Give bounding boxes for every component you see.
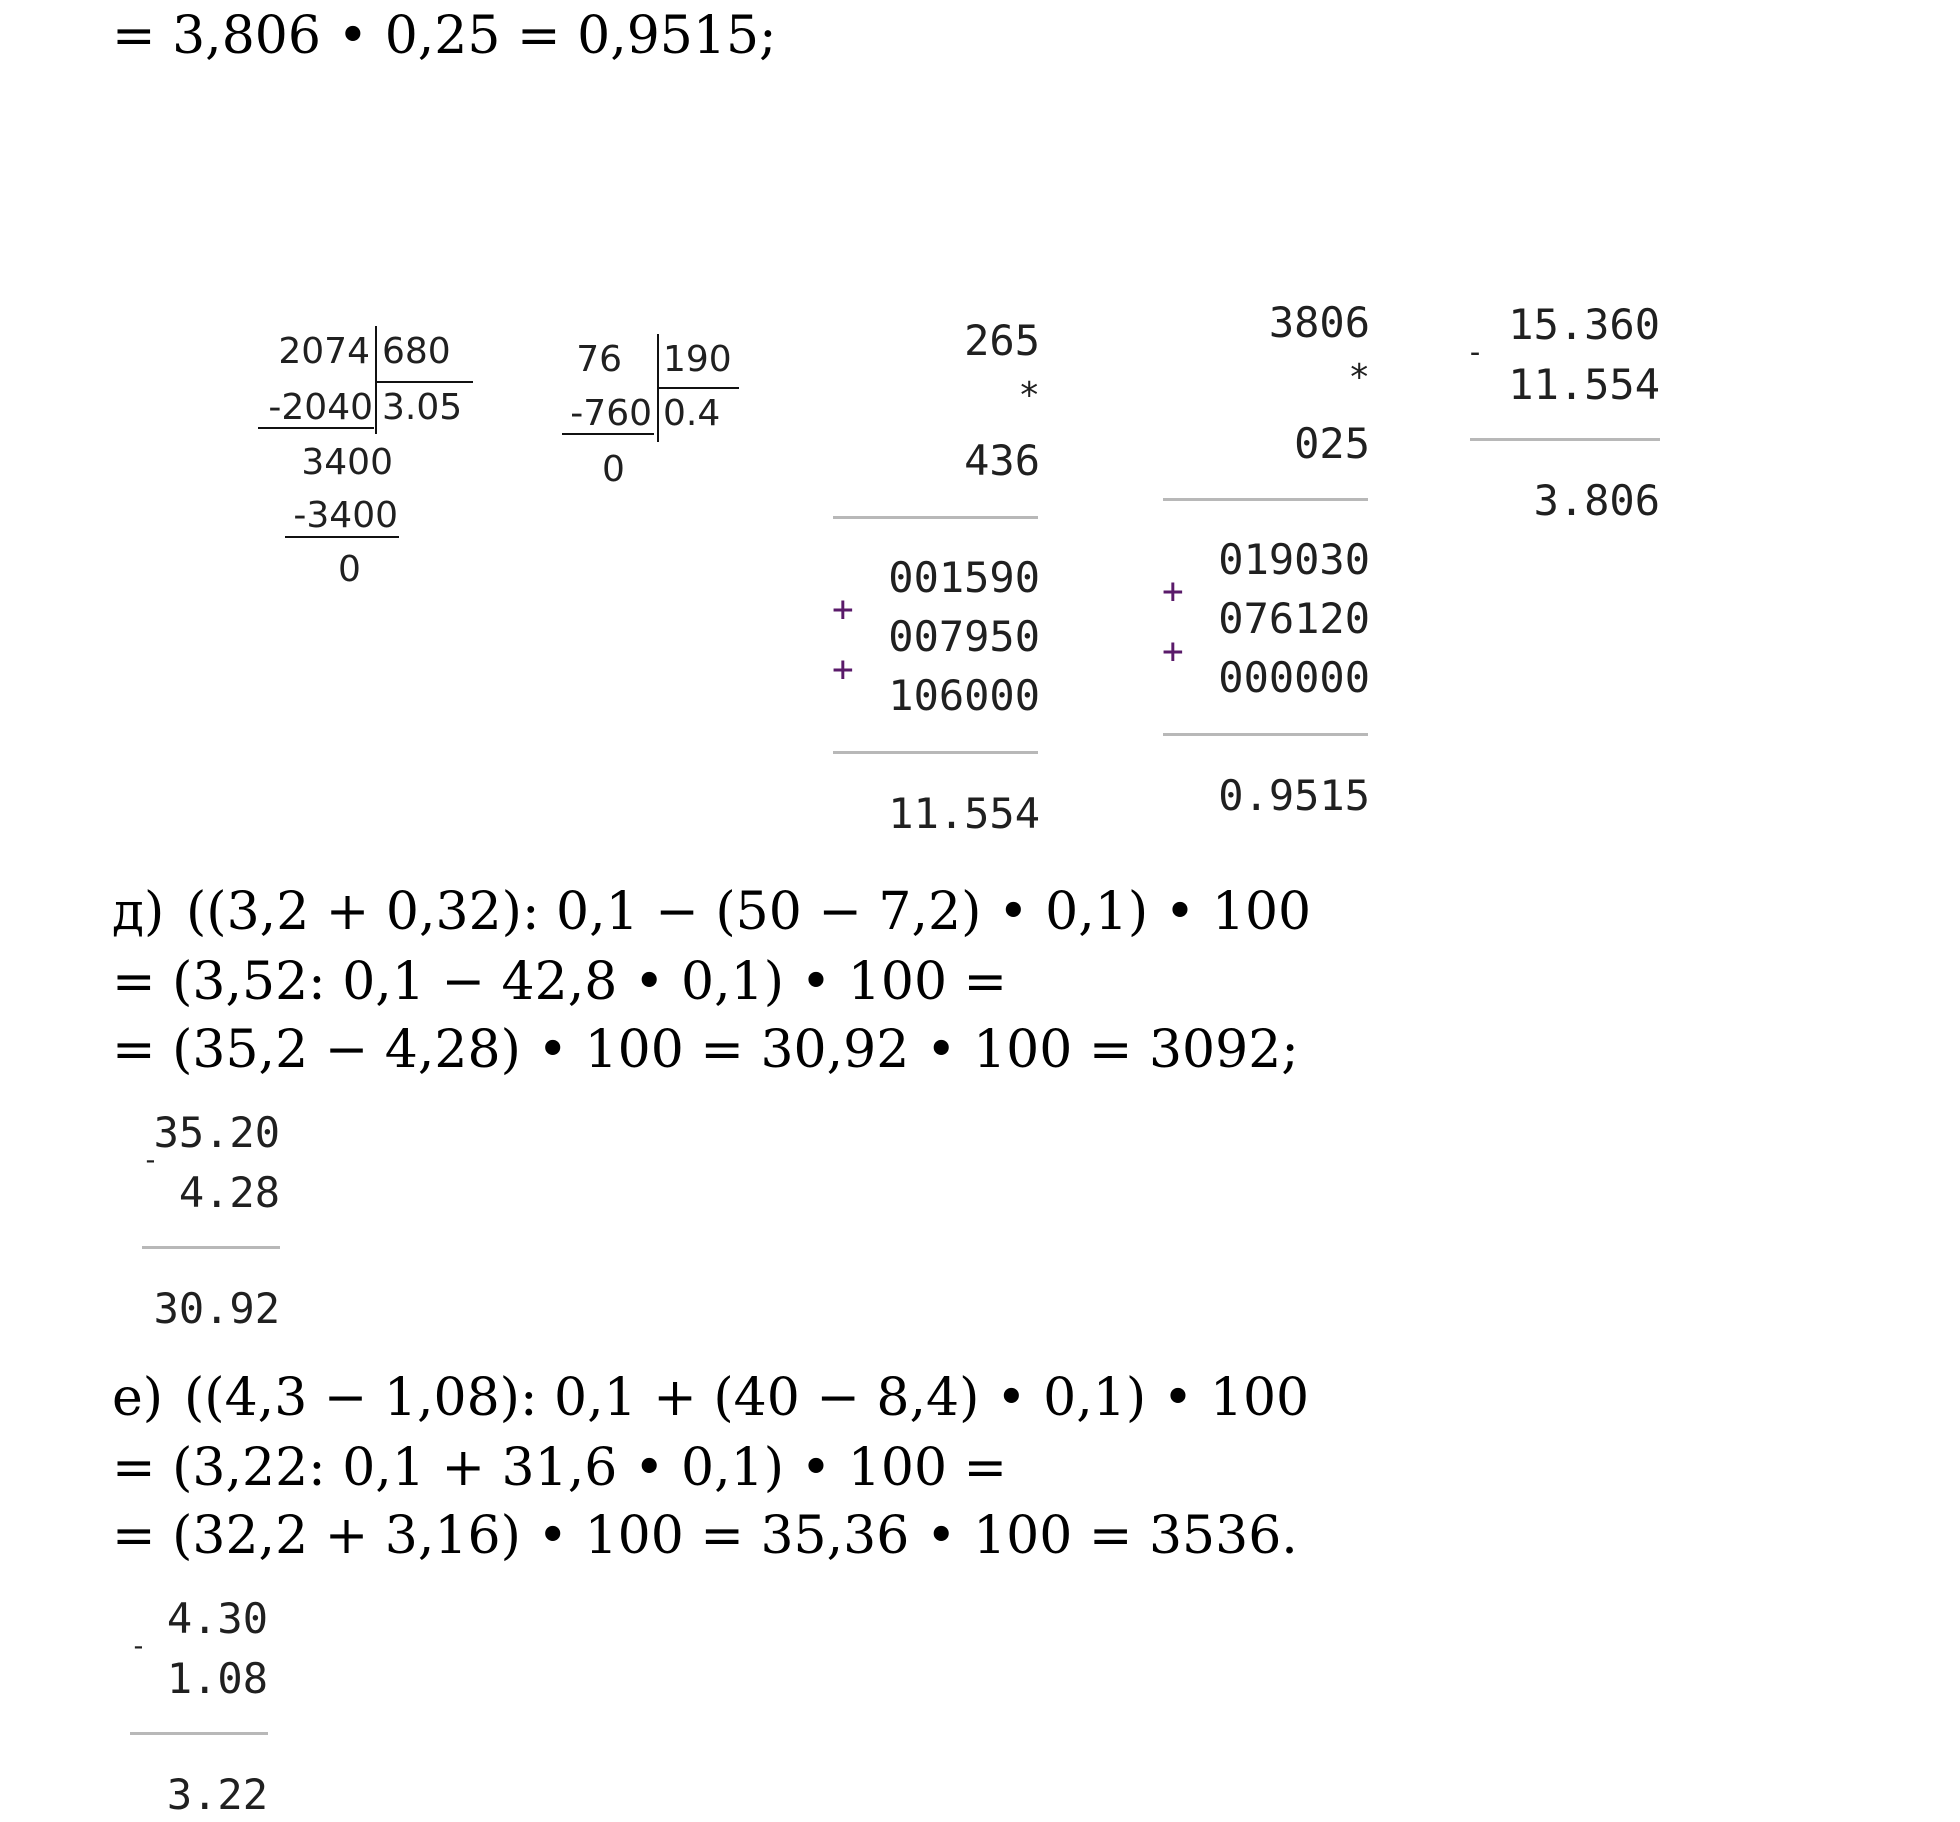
quotient-value: 0.4	[663, 393, 721, 434]
part-e-label: е)	[112, 1368, 164, 1428]
part-d-line-2: = (3,52: 0,1 − 42,8 • 0,1) • 100 =	[112, 952, 1008, 1012]
part-e-line-2: = (3,22: 0,1 + 31,6 • 0,1) • 100 =	[112, 1438, 1008, 1498]
product: 11.554	[888, 789, 1040, 838]
top-equation-line: = 3,806 • 0,25 = 0,9515;	[112, 6, 777, 66]
rule	[1163, 498, 1368, 501]
remainder-1: 3400	[301, 442, 393, 483]
rule	[833, 751, 1038, 754]
divisor-underline	[657, 387, 739, 389]
rule	[130, 1732, 268, 1735]
minus-sign: -	[1466, 335, 1485, 370]
subtrahend-1-underline	[258, 427, 374, 429]
divisor: 190	[663, 339, 732, 380]
subtrahend: 11.554	[1508, 360, 1660, 409]
minus-sign: -	[142, 1143, 159, 1176]
difference: 30.92	[153, 1284, 280, 1333]
subtrahend-1-underline	[562, 433, 654, 435]
partial-2: 007950	[888, 612, 1040, 661]
multiply-sign: *	[1018, 375, 1040, 416]
divisor-underline	[375, 381, 473, 383]
subtrahend-2-underline	[285, 536, 399, 538]
partial-2: 076120	[1218, 594, 1370, 643]
factor-b: 436	[964, 436, 1040, 485]
remainder-2: 0	[338, 549, 361, 590]
part-e-line-1: ((4,3 − 1,08): 0,1 + (40 − 8,4) • 0,1) • 100	[184, 1368, 1310, 1428]
partial-1: 019030	[1218, 535, 1370, 584]
subtrahend-1: -2040	[268, 387, 373, 428]
minuend: 4.30	[166, 1594, 268, 1643]
dividend: 76	[576, 339, 622, 380]
dividend: 2074	[278, 331, 370, 372]
factor-a: 265	[964, 316, 1040, 365]
subtrahend: 4.28	[178, 1168, 280, 1217]
minus-sign: -	[130, 1629, 147, 1662]
partial-3: 106000	[888, 671, 1040, 720]
minuend: 15.360	[1508, 300, 1660, 349]
product: 0.9515	[1218, 771, 1370, 820]
plus-sign-2: +	[1162, 631, 1184, 672]
factor-b: 025	[1294, 419, 1370, 468]
multiply-sign: *	[1348, 357, 1370, 398]
plus-sign-1: +	[832, 589, 854, 630]
subtrahend-2: -3400	[293, 495, 398, 536]
difference: 3.22	[166, 1770, 268, 1819]
part-d-line-3: = (35,2 − 4,28) • 100 = 30,92 • 100 = 3092;	[112, 1020, 1299, 1080]
subtrahend-1: -760	[570, 393, 652, 434]
minuend: 35.20	[153, 1108, 280, 1157]
plus-sign-2: +	[832, 649, 854, 690]
divisor: 680	[382, 331, 451, 372]
factor-a: 3806	[1268, 298, 1370, 347]
rule	[833, 516, 1038, 519]
part-d-label: д)	[112, 882, 165, 942]
part-e-line-3: = (32,2 + 3,16) • 100 = 35,36 • 100 = 3536.	[112, 1506, 1298, 1566]
remainder-1: 0	[602, 449, 625, 490]
rule	[142, 1246, 280, 1249]
quotient: 3.05	[382, 387, 463, 428]
difference: 3.806	[1533, 476, 1660, 525]
rule	[1470, 438, 1660, 441]
rule	[1163, 733, 1368, 736]
plus-sign-1: +	[1162, 571, 1184, 612]
partial-3: 000000	[1218, 653, 1370, 702]
partial-1: 001590	[888, 553, 1040, 602]
part-d-line-1: ((3,2 + 0,32): 0,1 − (50 − 7,2) • 0,1) • 100	[186, 882, 1312, 942]
subtrahend: 1.08	[166, 1654, 268, 1703]
division-vertical-bar	[375, 326, 377, 434]
